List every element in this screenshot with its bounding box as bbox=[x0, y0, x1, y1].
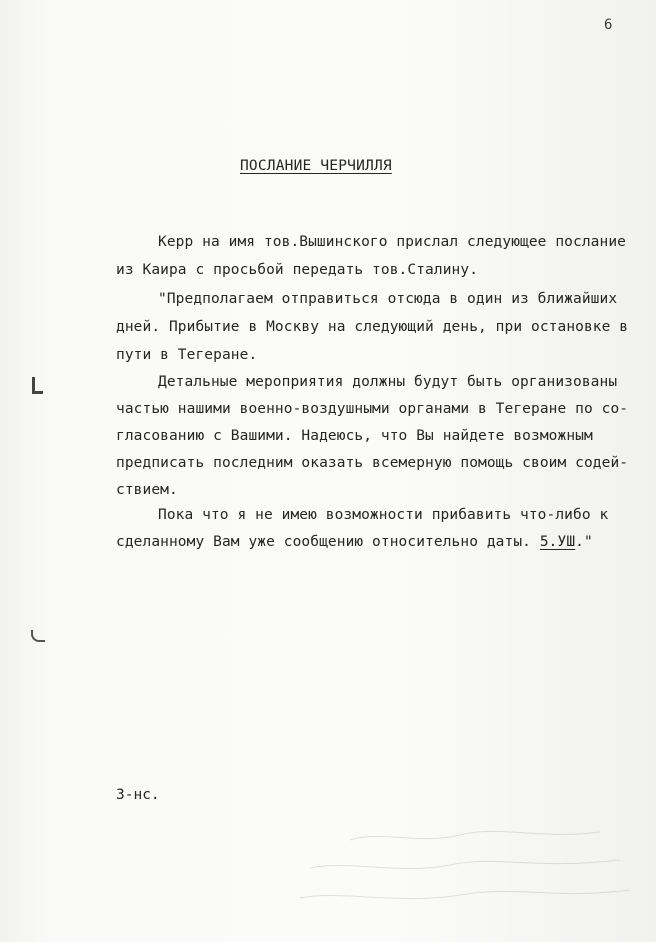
paragraph-3-line-5: ствием. bbox=[116, 482, 178, 498]
faint-handwritten-notes bbox=[300, 820, 640, 930]
paragraph-2-line-3: пути в Тегеране. bbox=[116, 347, 258, 363]
paragraph-4-line-2-text: сделанному Вам уже сообщению относительно даты. bbox=[116, 534, 540, 550]
paragraph-1-line-2: из Каира с просьбой передать тов.Сталину. bbox=[116, 262, 479, 278]
paragraph-2-line-1: "Предполагаем отправиться отсюда в один из ближайших bbox=[158, 291, 618, 307]
margin-bracket-mark bbox=[32, 377, 43, 394]
document-title: ПОСЛАНИЕ ЧЕРЧИЛЛЯ bbox=[240, 158, 392, 174]
paragraph-4-line-1: Пока что я не имею возможности прибавить что-либо к bbox=[158, 507, 609, 523]
paragraph-3-line-1: Детальные мероприятия должны будут быть организованы bbox=[158, 374, 618, 390]
paragraph-3-line-3: гласованию с Вашими. Надеюсь, что Вы найдете возможным bbox=[116, 428, 593, 444]
date-reference: 5.УШ bbox=[539, 534, 576, 550]
page-number: 6 bbox=[604, 17, 613, 33]
typist-initials: 3-нс. bbox=[116, 787, 160, 803]
paragraph-3-line-2: частью нашими военно-воздушными органами в Тегеране по со- bbox=[116, 401, 629, 417]
margin-hole-mark bbox=[31, 630, 45, 642]
paragraph-4-line-2 bbox=[116, 534, 593, 550]
closing-quote: ." bbox=[575, 534, 593, 550]
paragraph-3-line-4: предписать последним оказать всемерную помощь своим содей- bbox=[116, 455, 629, 471]
paragraph-1-line-1: Керр на имя тов.Вышинского прислал следующее послание bbox=[158, 234, 626, 250]
paragraph-2-line-2: дней. Прибытие в Москву на следующий день, при остановке в bbox=[116, 319, 629, 335]
